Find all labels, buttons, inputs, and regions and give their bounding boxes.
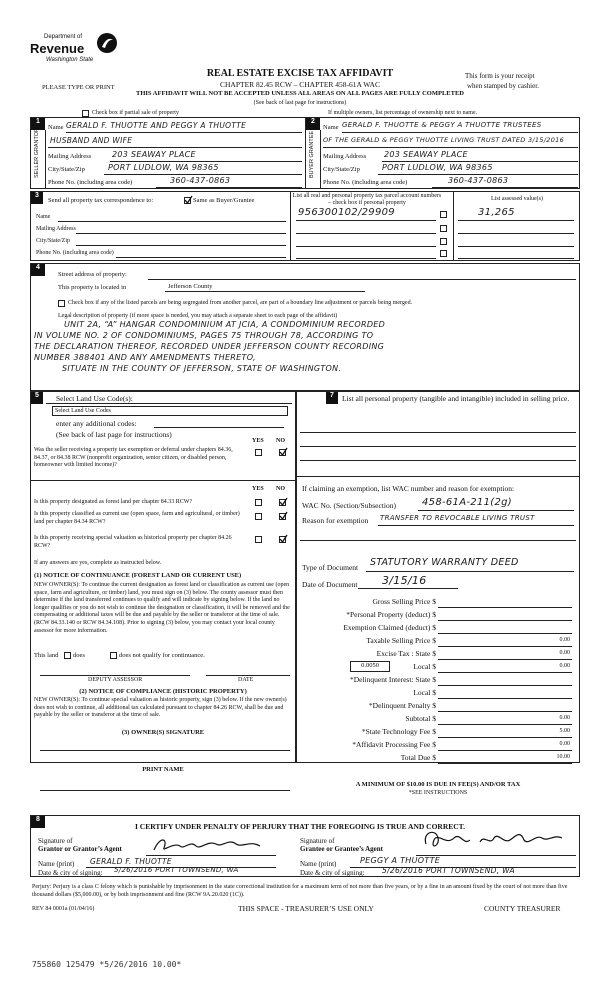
tax-row: [300, 700, 576, 713]
form-chapter: CHAPTER 82.45 RCW – CHAPTER 458-61A WAC: [220, 80, 380, 89]
additional-codes-label: enter any additional codes:: [56, 419, 137, 428]
section-4-badge: 4: [31, 264, 45, 276]
buyer-phone[interactable]: 360-437-0863: [448, 176, 509, 185]
revenue-logo: [30, 34, 120, 70]
same-as-buyer-label: Same as Buyer/Grantee: [193, 197, 255, 204]
form-warning: THIS AFFIDAVIT WILL NOT BE ACCEPTED UNLESS ALL AREAS ON ALL PAGES ARE FULLY COMPLETED: [136, 90, 464, 97]
grantee-date-label: Date & city of signing:: [300, 869, 365, 877]
tax-row-value[interactable]: 10.00: [556, 754, 570, 760]
local-rate-value: 0.0050: [361, 662, 379, 669]
tax-row-value[interactable]: 0.00: [559, 741, 570, 747]
tax-row-label: *Personal Property (deduct) $: [346, 610, 436, 619]
grantor-signature-icon[interactable]: [150, 834, 270, 856]
section-1-badge: 1: [31, 118, 45, 130]
grantee-name[interactable]: PEGGY A THUOTTE: [360, 856, 441, 865]
notice-continuance-text: NEW OWNER(S): To continue the current designation as forest land or classification as current use (open space, farm and agriculture, or timber) land, you must sign on (3) below. The county assessor must then determine if the land transferred continues to qualify and will indicate by signing below. If the land no longer qualifies or you do not wish to continue the designation or classification, it will be removed and the compensating or additional taxes will be due and payable by the seller or transferor at the time of sale. (RCW 84.33.140 or RCW 84.34.108). Prior to signing (3) below, you may contact your local county assessor for more information.: [34, 582, 290, 634]
logo-name: Revenue: [30, 41, 85, 56]
logo-state: Washington State: [46, 57, 94, 63]
located-in-label: This property is located in: [58, 284, 127, 291]
send-correspondence-label: Send all property tax correspondence to:: [48, 197, 154, 204]
section-3-badge: 3: [31, 192, 43, 204]
corr-city-label: City/State/Zip: [36, 238, 70, 244]
treasurer-use-only: THIS SPACE - TREASURER’S USE ONLY: [238, 904, 374, 913]
doc-type-value[interactable]: STATUTORY WARRANTY DEED: [370, 557, 519, 568]
no-header-2: NO: [276, 486, 285, 492]
grantee-name-label: Name (print): [300, 860, 337, 868]
revenue-logo-icon: [96, 32, 118, 54]
grantor-sig-label-1: Signature of: [38, 837, 73, 845]
reason-value[interactable]: TRANSFER TO REVOCABLE LIVING TRUST: [380, 514, 535, 522]
form-title: REAL ESTATE EXCISE TAX AFFIDAVIT: [206, 68, 394, 79]
tax-row-label: *Delinquent Interest: State $: [349, 675, 436, 684]
tax-row-label: Excise Tax : State $: [376, 649, 436, 658]
grantor-sig-label-2: Grantor or Grantor’s Agent: [38, 845, 122, 853]
personal-property-checkbox-2[interactable]: [440, 225, 447, 232]
land-use-select[interactable]: [52, 406, 288, 416]
legal-line: UNIT 2A, “A” HANGAR CONDOMINIUM AT JCIA, A CONDOMINIUM RECORDED: [64, 320, 386, 329]
legal-line: SITUATE IN THE COUNTY OF JEFFERSON, STATE OF WASHINGTON.: [62, 364, 342, 373]
seller-mailing-label: Mailing Address: [48, 153, 92, 160]
wac-value[interactable]: 458-61A-211(2g): [422, 497, 512, 508]
section-5-badge: 5: [31, 392, 43, 404]
q4-yes-checkbox[interactable]: [255, 536, 262, 543]
seller-phone-label: Phone No. (including area code): [48, 179, 133, 186]
seller-mailing[interactable]: 203 SEAWAY PLACE: [112, 150, 196, 159]
print-name-label: PRINT NAME: [142, 766, 184, 773]
question-current-use: Is this property classified as current use (open space, farm and agricultural, or timber) land per chapter 84.34 RCW?: [34, 511, 240, 525]
legal-description[interactable]: [34, 320, 574, 375]
segregated-label: Check box if any of the listed parcels are being segregated from another parcel, are part of a boundary line adjustment or parcels being merged.: [68, 300, 413, 306]
yes-header-2: YES: [252, 486, 264, 492]
tax-row: [300, 739, 576, 752]
buyer-city[interactable]: PORT LUDLOW, WA 98365: [382, 163, 493, 172]
buyer-mailing[interactable]: 203 SEAWAY PLACE: [384, 150, 468, 159]
grantee-date[interactable]: 5/26/2016 PORT TOWNSEND, WA: [382, 866, 515, 875]
seller-name-label: Name: [48, 124, 64, 131]
personal-property-checkbox-4[interactable]: [440, 250, 447, 257]
multiple-owners-note: If multiple owners, list percentage of ownership next to name.: [328, 110, 478, 116]
tax-row: [300, 687, 576, 700]
buyer-name-label: Name: [323, 124, 339, 131]
section-8-badge: 8: [31, 816, 45, 828]
tax-row: [300, 726, 576, 739]
grantor-date-label: Date & city of signing:: [38, 869, 103, 877]
section-7-badge: 7: [326, 392, 338, 404]
buyer-side-label: BUYER GRANTEE: [309, 130, 315, 178]
parcel-header: List all real and personal property tax parcel account numbers – check box if personal property: [292, 193, 442, 206]
see-back-note: (See back of last page for instructions): [253, 100, 347, 106]
tax-row-label: Exemption Claimed (deduct) $: [343, 623, 436, 632]
land-does-label: does: [73, 652, 85, 659]
checkmark-icon: [279, 511, 288, 520]
land-use-see-back: (See back of last page for instructions): [56, 430, 172, 439]
buyer-name-2[interactable]: OF THE GERALD & PEGGY THUOTTE LIVING TRUST DATED 3/15/2016: [323, 136, 564, 144]
assessed-header: List assessed value(s): [491, 196, 543, 202]
land-use-select-value: Select Land Use Codes: [55, 408, 111, 414]
wac-label: WAC No. (Section/Subsection): [302, 501, 396, 510]
tax-row-value[interactable]: 0.00: [559, 650, 570, 656]
grantee-signature-icon[interactable]: [420, 826, 570, 854]
grantor-name[interactable]: GERALD F. THUOTTE: [90, 857, 172, 866]
seller-city-label: City/State/Zip: [48, 166, 85, 173]
county-value: Jefferson County: [168, 283, 213, 290]
grantor-date[interactable]: 5/26/2016 PORT TOWNSEND, WA: [114, 866, 239, 874]
seller-side-label: SELLER GRANTOR: [34, 127, 40, 178]
checkmark-icon: [184, 195, 193, 204]
assessed-value-1[interactable]: 31,265: [478, 207, 515, 218]
if-yes-note: If any answers are yes, complete as instructed below.: [34, 560, 162, 566]
buyer-phone-label: Phone No. (including area code): [323, 179, 408, 186]
question-historic: Is this property receiving special valuation as historical property per chapter 84.26 RCW?: [34, 535, 232, 549]
checkmark-icon: [279, 447, 288, 456]
land-does-not-label: does not qualify for continuance.: [119, 652, 205, 659]
corr-mailing-label: Mailing Address: [36, 226, 76, 232]
tax-row-label: Taxable Selling Price $: [366, 636, 436, 645]
tax-row-label: *State Technology Fee $: [361, 727, 436, 736]
buyer-name-1[interactable]: GERALD F. THUOTTE & PEGGY A THUOTTE TRUSTEES: [342, 121, 542, 129]
q3-yes-checkbox[interactable]: [255, 513, 262, 520]
tax-row: [300, 609, 576, 622]
tax-row: [300, 648, 576, 661]
notice-compliance-text: NEW OWNER(S): To continue special valuation as historic property, sign (3) below. If the new owner(s) does not wish to continue, all additional tax calculated pursuant to chapter 84.26 RCW, shall be due and payable by the seller or transferor at the time of sale.: [34, 697, 287, 719]
tax-row-label: Subtotal $: [405, 714, 436, 723]
legal-line: IN VOLUME NO. 2 OF CONDOMINIUMS, PAGES 75 THROUGH 78, ACCORDING TO: [34, 331, 374, 340]
this-land-label: This land: [34, 652, 59, 659]
buyer-mailing-label: Mailing Address: [323, 153, 367, 160]
tax-row: [300, 674, 576, 687]
segregated-checkbox[interactable]: [58, 300, 65, 307]
legal-line: NUMBER 388401 AND ANY AMENDMENTS THERETO,: [34, 353, 256, 362]
seller-name-1[interactable]: GERALD F. THUOTTE AND PEGGY A THUOTTE: [66, 121, 247, 130]
question-forest: Is this property designated as forest land per chapter 84.33 RCW?: [34, 499, 193, 505]
doc-date-value[interactable]: 3/15/16: [382, 574, 427, 587]
tax-row-value[interactable]: 0.00: [559, 715, 570, 721]
personal-property-checkbox-1[interactable]: [440, 211, 447, 218]
partial-sale-label: Check box if partial sale of property: [92, 110, 179, 116]
see-instructions-note: *SEE INSTRUCTIONS: [408, 790, 468, 796]
tax-row: [300, 661, 576, 674]
tax-row: [300, 622, 576, 635]
partial-sale-checkbox[interactable]: [82, 110, 89, 117]
seller-city[interactable]: PORT LUDLOW, WA 98365: [108, 163, 219, 172]
yes-header-1: YES: [252, 438, 264, 444]
certify-statement: I CERTIFY UNDER PENALTY OF PERJURY THAT THE FOREGOING IS TRUE AND CORRECT.: [134, 822, 465, 831]
no-header-1: NO: [276, 438, 285, 444]
question-exemption: Was the seller receiving a property tax exemption or deferral under chapters 84.36, 84.37, or 84.38 RCW (nonprofit organization, senior citizen, or disabled person, homeowner with limited income)?: [34, 447, 233, 468]
tax-row-value[interactable]: 5.00: [559, 728, 570, 734]
q2-yes-checkbox[interactable]: [255, 499, 262, 506]
receipt-note-1: This form is your receipt: [465, 72, 535, 80]
receipt-note-2: when stamped by cashier.: [467, 82, 539, 90]
tax-calculation-table: [300, 596, 576, 765]
legal-line: THE DECLARATION THEREOF, RECORDED UNDER JEFFERSON COUNTY RECORDING: [34, 342, 385, 351]
tax-row-label: Total Due $: [400, 753, 436, 762]
section-2-badge: 2: [306, 118, 320, 130]
tax-row: [300, 596, 576, 609]
reason-label: Reason for exemption: [302, 516, 369, 525]
tax-row: [300, 635, 576, 648]
doc-type-label: Type of Document: [302, 563, 359, 572]
corr-phone-label: Phone No. (including area code): [36, 250, 114, 256]
personal-property-note: List all personal property (tangible and intangible) included in selling price.: [342, 394, 570, 403]
cashier-stamp: 755860 125479 *5/26/2016 10.00*: [32, 960, 182, 969]
tax-row-value[interactable]: 0.00: [559, 637, 570, 643]
grantee-sig-label-2: Grantee or Grantee’s Agent: [300, 845, 384, 853]
seller-phone[interactable]: 360-437-0863: [170, 176, 231, 185]
tax-row: [300, 713, 576, 726]
legal-description-label: Legal description of property (if more space is needed, you may attach a separate sheet to each page of the affidavit): [58, 313, 338, 319]
minimum-due-note: A MINIMUM OF $10.00 IS DUE IN FEE(S) AND/OR TAX: [355, 781, 521, 788]
buyer-city-label: City/State/Zip: [323, 166, 360, 173]
notice-continuance-title: (1) NOTICE OF CONTINUANCE (FOREST LAND OR CURRENT USE): [34, 572, 242, 579]
checkmark-icon: [279, 534, 288, 543]
land-use-label: Select Land Use Code(s):: [56, 394, 133, 403]
tax-row-label: Local $: [413, 662, 436, 671]
deputy-date-label: DATE: [238, 677, 254, 683]
personal-property-checkbox-3[interactable]: [440, 238, 447, 245]
seller-name-2[interactable]: HUSBAND AND WIFE: [50, 136, 133, 145]
please-type-label: PLEASE TYPE OR PRINT: [42, 84, 115, 91]
checkmark-icon: [279, 497, 288, 506]
street-address-label: Street address of property:: [58, 271, 127, 278]
tax-row-label: Gross Selling Price $: [372, 597, 436, 606]
doc-date-label: Date of Document: [302, 580, 358, 589]
owner-signature-label: (3) OWNER(S) SIGNATURE: [121, 729, 205, 736]
exemption-claim-note: If claiming an exemption, list WAC number and reason for exemption:: [302, 484, 515, 493]
notice-compliance-title: (2) NOTICE OF COMPLIANCE (HISTORIC PROPERTY): [79, 688, 247, 695]
parcel-number-1[interactable]: 956300102/29909: [298, 207, 395, 218]
tax-row-label: Local $: [413, 688, 436, 697]
deputy-assessor-label: DEPUTY ASSESSOR: [88, 677, 143, 683]
grantee-sig-label-1: Signature of: [300, 837, 335, 845]
q1-yes-checkbox[interactable]: [255, 449, 262, 456]
county-treasurer: COUNTY TREASURER: [484, 904, 561, 913]
form-number: REV 84 0001a (01/04/16): [32, 906, 95, 912]
tax-row: [300, 752, 576, 765]
land-does-not-checkbox[interactable]: [110, 652, 117, 659]
corr-name-label: Name: [36, 214, 51, 220]
land-does-checkbox[interactable]: [64, 652, 71, 659]
grantor-name-label: Name (print): [38, 860, 75, 868]
tax-row-label: *Affidavit Processing Fee $: [352, 740, 436, 749]
tax-row-label: *Delinquent Penalty $: [368, 701, 436, 710]
perjury-notice: Perjury: Perjury is a class C felony which is punishable by imprisonment in the state correctional institution for a maximum term of not more than five years, or by a fine in an amount fixed by the court of not more than five thousand dollars ($5,000.00), or by both imprisonment and fine (RCW 9A.20.020 (1C)).: [32, 884, 568, 898]
logo-dept: Department of: [44, 34, 83, 40]
tax-row-value[interactable]: 0.00: [559, 663, 570, 669]
